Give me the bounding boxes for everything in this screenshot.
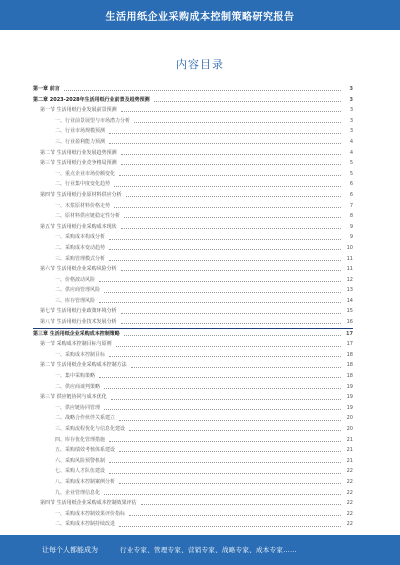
report-title: 生活用纸企业采购成本控制策略研究报告	[105, 12, 295, 23]
toc-entry-page: 3	[349, 96, 353, 103]
toc-entry[interactable]	[33, 254, 353, 265]
toc-entry-title: 第二节 生活用纸企业采购成本控制方法	[40, 362, 127, 369]
toc-entry-page: 11	[346, 255, 353, 262]
dot-leader	[126, 196, 341, 197]
toc-entry-page: 6	[349, 181, 353, 188]
toc-entry-title: 第一节 生活用纸行业发展前景预测	[40, 107, 117, 114]
dot-leader	[119, 451, 341, 452]
toc-entry[interactable]	[33, 339, 353, 350]
toc-entry[interactable]	[33, 148, 353, 159]
toc-entry[interactable]	[33, 296, 353, 307]
toc-entry-page: 21	[346, 436, 353, 443]
toc-entry[interactable]	[33, 95, 353, 106]
dot-leader	[141, 504, 341, 505]
toc-entry-page: 22	[346, 521, 353, 528]
toc-entry-title: 一、行业前景展望与市场潜力分析	[55, 117, 131, 124]
toc-entry-page: 17	[346, 341, 353, 348]
toc-entry-title: 四、库存优化管理措施	[55, 436, 106, 443]
dot-leader	[99, 377, 341, 378]
toc-entry[interactable]	[33, 466, 353, 477]
toc-entry-page: 9	[349, 223, 353, 230]
toc-entry-page: 12	[346, 276, 353, 283]
toc-entry-title: 一、采购成本构成分析	[55, 234, 106, 241]
toc-entry[interactable]	[33, 211, 353, 222]
toc-entry[interactable]	[33, 424, 353, 435]
toc-entry[interactable]	[33, 201, 353, 212]
footer-expert-list: 行业专家、管理专家、营销专家、战略专家、成本专家……	[120, 546, 297, 554]
toc-entry[interactable]	[33, 285, 353, 296]
toc-entry[interactable]	[33, 179, 353, 190]
toc-entry[interactable]	[33, 126, 353, 137]
toc-entry-page: 16	[346, 319, 353, 326]
toc-entry-page: 22	[346, 478, 353, 485]
dot-leader	[114, 207, 341, 208]
toc-entry-title: 一、价格波动风险	[55, 276, 96, 283]
toc-entry[interactable]	[33, 137, 353, 148]
toc-entry[interactable]	[33, 435, 353, 446]
toc-entry[interactable]	[33, 360, 353, 371]
table-of-contents	[33, 84, 353, 530]
dot-leader	[111, 399, 341, 400]
dot-leader	[119, 526, 341, 527]
dot-leader	[119, 420, 341, 421]
toc-entry-page: 4	[349, 149, 353, 156]
dot-leader	[129, 515, 341, 516]
dot-leader	[109, 260, 341, 261]
dot-leader	[109, 133, 341, 134]
toc-entry[interactable]	[33, 232, 353, 243]
dot-leader	[121, 313, 341, 314]
dot-leader	[131, 367, 341, 368]
dot-leader	[99, 302, 341, 303]
dot-leader	[121, 323, 341, 324]
dot-leader	[104, 494, 341, 495]
toc-entry-title: 一、采购成本控制目标	[55, 351, 106, 358]
toc-entry-page: 5	[349, 160, 353, 167]
toc-entry[interactable]	[33, 498, 353, 509]
toc-entry-title: 二、供应商谈判策略	[55, 383, 101, 390]
toc-entry-page: 6	[349, 191, 353, 198]
toc-entry[interactable]	[33, 105, 353, 116]
dot-leader	[119, 175, 341, 176]
dot-leader	[104, 292, 341, 293]
dot-leader	[119, 483, 341, 484]
dot-leader	[116, 346, 341, 347]
dot-leader	[109, 356, 341, 357]
toc-entry[interactable]	[33, 158, 353, 169]
toc-entry-title: 第二节 生活用纸行业发展趋势预测	[40, 149, 117, 156]
toc-entry-title: 第五节 生活用纸行业采购成本现状	[40, 223, 117, 230]
toc-entry-page: 15	[346, 308, 353, 315]
dot-leader	[121, 111, 341, 112]
toc-entry-page: 17	[346, 330, 353, 337]
toc-entry-page: 7	[349, 202, 353, 209]
dot-leader	[99, 281, 341, 282]
toc-entry-page: 19	[346, 394, 353, 401]
toc-heading: 内容目录	[176, 58, 224, 71]
toc-entry[interactable]	[33, 190, 353, 201]
toc-entry-title: 一、集中采购策略	[55, 373, 96, 380]
dot-leader	[109, 462, 341, 463]
toc-entry[interactable]	[33, 264, 353, 275]
dot-leader	[109, 239, 341, 240]
toc-entry-title: 二、供应商管理风险	[55, 287, 101, 294]
dot-leader	[124, 217, 341, 218]
toc-entry-title: 一、采购成本控制效果评价指标	[55, 510, 126, 517]
dot-leader	[104, 388, 341, 389]
toc-entry-page: 3	[349, 86, 353, 92]
toc-entry-title: 三、采购管理模式分析	[55, 255, 106, 262]
dot-leader	[114, 186, 341, 187]
toc-entry-page: 5	[349, 170, 353, 177]
toc-entry[interactable]	[33, 509, 353, 520]
toc-entry-page: 3	[349, 128, 353, 135]
toc-entry[interactable]	[33, 477, 353, 488]
toc-entry-title: 二、原材料供应链稳定性分析	[55, 213, 121, 220]
toc-entry[interactable]	[33, 317, 353, 328]
toc-entry[interactable]	[33, 243, 353, 254]
toc-entry-title: 第二章 2023-2028年生活用纸行业前景及趋势预测	[33, 96, 150, 103]
toc-entry-title: 二、采购成本控制持续改进	[55, 521, 116, 528]
toc-entry[interactable]	[33, 456, 353, 467]
toc-entry-page: 22	[346, 468, 353, 475]
toc-entry-title: 六、采购风险预警机制	[55, 457, 106, 464]
toc-entry-title: 九、企业管理信息化	[55, 489, 101, 496]
toc-entry-title: 第三节 供应链协同与成本优化	[40, 394, 107, 401]
toc-entry[interactable]	[33, 222, 353, 233]
toc-entry[interactable]	[33, 403, 353, 414]
dot-leader	[109, 441, 341, 442]
toc-entry[interactable]	[33, 371, 353, 382]
toc-entry-title: 第一章 前言	[33, 86, 60, 92]
toc-entry-page: 10	[346, 244, 353, 251]
toc-entry-page: 22	[346, 510, 353, 517]
toc-entry[interactable]	[33, 392, 353, 403]
toc-entry-page: 22	[346, 489, 353, 496]
toc-entry-title: 第六节 生活用纸企业采购风险分析	[40, 266, 117, 273]
toc-entry-title: 二、战略合作伙伴关系建立	[55, 415, 116, 422]
toc-entry-title: 一、供应链协同管理	[55, 404, 101, 411]
toc-entry-page: 18	[346, 373, 353, 380]
toc-entry-page: 9	[349, 234, 353, 241]
toc-entry-page: 13	[346, 287, 353, 294]
toc-entry-title: 七、采购人才队伍建设	[55, 468, 106, 475]
toc-entry-page: 22	[346, 500, 353, 507]
toc-entry-title: 二、行业集中度变化趋势	[55, 181, 111, 188]
toc-entry-title: 第三章 生活用纸企业采购成本控制策略	[33, 330, 120, 337]
toc-entry[interactable]	[33, 116, 353, 127]
toc-entry[interactable]	[33, 275, 353, 286]
toc-entry-page: 18	[346, 351, 353, 358]
toc-entry-title: 二、行业市场规模预测	[55, 128, 106, 135]
toc-entry[interactable]	[33, 328, 353, 340]
dot-leader	[121, 154, 341, 155]
toc-entry-page: 4	[349, 138, 353, 145]
dot-leader	[64, 90, 341, 91]
toc-entry[interactable]	[33, 488, 353, 499]
dot-leader	[121, 164, 341, 165]
toc-entry-page: 18	[346, 362, 353, 369]
toc-entry-page: 19	[346, 383, 353, 390]
dot-leader	[134, 122, 341, 123]
dot-leader	[109, 473, 341, 474]
toc-entry-title: 第三节 生活用纸行业竞争格局预测	[40, 160, 117, 167]
footer-bar	[0, 535, 400, 565]
toc-entry-page: 3	[349, 107, 353, 114]
toc-entry[interactable]	[33, 84, 353, 95]
toc-entry-title: 八、采购成本控制案例分析	[55, 478, 116, 485]
toc-entry-title: 一、木浆原材料价格走势	[55, 202, 111, 209]
toc-entry-page: 19	[346, 404, 353, 411]
toc-entry-title: 二、采购成本变动趋势	[55, 244, 106, 251]
dot-leader	[124, 335, 341, 336]
toc-entry-page: 11	[346, 266, 353, 273]
dot-leader	[121, 228, 341, 229]
dot-leader	[121, 270, 341, 271]
dot-leader	[104, 409, 341, 410]
toc-entry-title: 三、采购流程优化与信息化建设	[55, 426, 126, 432]
toc-entry[interactable]	[33, 382, 353, 393]
toc-entry-page: 21	[346, 457, 353, 464]
toc-entry-page: 20	[346, 415, 353, 422]
footer-slogan: 让每个人都能成为	[42, 546, 98, 554]
toc-entry[interactable]	[33, 306, 353, 317]
toc-entry-page: 8	[349, 213, 353, 220]
toc-entry-title: 第四节 生活用纸企业采购成本控制效果评估	[40, 500, 137, 507]
toc-entry-title: 第七节 生活用纸行业政策环境分析	[40, 308, 117, 315]
toc-entry-page: 21	[346, 447, 353, 454]
toc-entry-title: 一、重点企业市场份额变化	[55, 170, 116, 177]
toc-entry-title: 第一节 采购成本控制目标与原则	[40, 341, 112, 348]
dot-leader	[109, 249, 341, 250]
dot-leader	[109, 143, 341, 144]
header-bar	[0, 0, 400, 30]
toc-entry[interactable]	[33, 413, 353, 424]
toc-entry-page: 3	[349, 117, 353, 124]
toc-entry[interactable]	[33, 519, 353, 530]
toc-entry[interactable]	[33, 445, 353, 456]
toc-entry[interactable]	[33, 350, 353, 361]
toc-entry-title: 五、采购绩效考核体系建设	[55, 447, 116, 454]
toc-entry-page: 20	[346, 426, 353, 432]
toc-entry-title: 三、行业盈利能力预测	[55, 138, 106, 145]
dot-leader	[154, 101, 341, 102]
toc-entry-page: 14	[346, 297, 353, 304]
dot-leader	[129, 430, 341, 431]
toc-entry-title: 三、库存管理风险	[55, 297, 96, 304]
toc-entry-title: 第四节 生活用纸行业原材料供应分析	[40, 191, 122, 198]
toc-entry-title: 第八节 生活用纸行业技术发展分析	[40, 319, 117, 326]
toc-entry[interactable]	[33, 169, 353, 180]
